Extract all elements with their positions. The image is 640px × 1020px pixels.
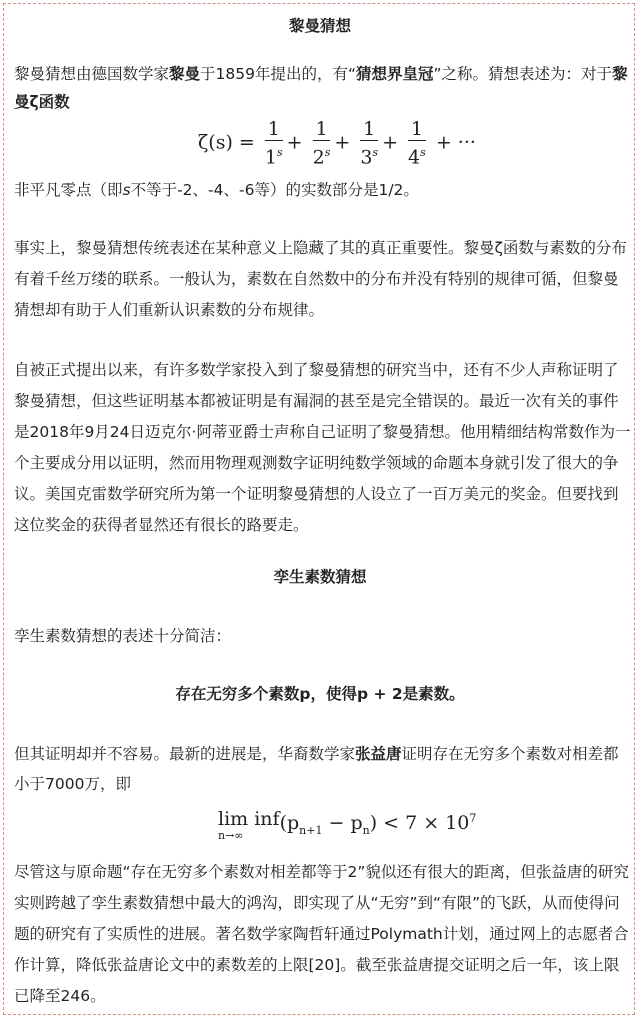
para3-line-5: 议。美国克雷数学研究所为第一个证明黎曼猜想的人设立了一百万美元的奖金。但要找到 xyxy=(14,485,619,503)
formula-tail: + ··· xyxy=(435,131,476,154)
para3-line-2: 黎曼猜想，但这些证明基本都被证明是有漏洞的甚至是完全错误的。最近一次有关的事件 xyxy=(14,392,619,410)
term-3-den: 3 xyxy=(360,146,373,169)
para3-line-6: 这位奖金的获得者显然还有很长的路要走。 xyxy=(14,516,309,534)
sub-n1: n+1 xyxy=(299,824,323,838)
progress-line-2: 小于7000万，即 xyxy=(14,775,131,793)
sub-n: n xyxy=(362,824,370,838)
para3-line-4: 个主要成分用以证明，然而用物理观测数字证明纯数学领域的命题本身就引发了很大的争 xyxy=(14,454,619,472)
zeros-s: s xyxy=(122,181,131,199)
riemann-name-bold: 黎曼 xyxy=(169,65,201,83)
zeta-formula: ζ(s) = $\frac{1}{1^s}$ + $\frac{1}{2^s}$ + $\frac{1}{3^s}$ + $\frac{1}{4^s}$ + ··· xyxy=(198,118,476,169)
limit-body xyxy=(279,812,477,838)
para2-line-3: 猜想却有助于人们重新认识素数的分布规律。 xyxy=(14,301,325,319)
zhang-name-bold: 张益唐 xyxy=(355,745,402,763)
lim-inf-text: lim inf xyxy=(218,808,280,830)
term-1-num: 1 xyxy=(265,118,283,141)
intro-text-2: 于1859年提出的，有“ xyxy=(200,65,357,83)
zeta-prefix-bold: 黎 xyxy=(612,65,628,83)
body-a: (p xyxy=(279,812,300,835)
final-line-5: 已降至246。 xyxy=(14,987,106,1005)
zeros-text-b: 不等于-2、-4、-6等）的实数部分是1/2。 xyxy=(130,181,419,199)
para3-line-3: 是2018年9月24日迈克尔·阿蒂亚爵士声称自己证明了黎曼猜想。他用精细结构常数作为一 xyxy=(14,423,631,441)
body-c: ) < 7 × 10 xyxy=(369,812,470,835)
section-heading-riemann: 黎曼猜想 xyxy=(288,17,351,35)
term-3-num: 1 xyxy=(360,118,378,141)
zeros-text-a: 非平凡零点（即 xyxy=(14,181,123,199)
lim-inf xyxy=(218,808,280,842)
term-2-den: 2 xyxy=(312,146,325,169)
term-4 xyxy=(408,118,426,169)
intro-text: 黎曼猜想由德国数学家 xyxy=(14,65,170,83)
term-2-exp: s xyxy=(324,146,331,159)
term-1 xyxy=(265,118,283,169)
para3-line-1: 自被正式提出以来，有许多数学家投入到了黎曼猜想的研究当中，还有不少人声称证明了 xyxy=(14,361,619,379)
zeta-function-bold: 曼ζ函数 xyxy=(14,93,70,111)
intro-text-3: ”之称。猜想表述为：对于 xyxy=(433,65,613,83)
term-3-exp: s xyxy=(372,146,379,159)
riemann-intro-line1 xyxy=(14,62,628,84)
term-3 xyxy=(360,118,378,169)
section-heading-twin-prime: 孪生素数猜想 xyxy=(273,568,367,586)
exp-7: 7 xyxy=(469,812,477,825)
final-line-3: 题的研究有了实质性的进展。著名数学家陶哲轩通过Polymath计划，通过网上的志愿者合 xyxy=(14,925,629,943)
riemann-intro-line2 xyxy=(14,90,70,112)
term-1-den: 1 xyxy=(264,146,277,169)
final-line-2: 实则跨越了孪生素数猜想中最大的鸿沟，即实现了从“无穷”到“有限”的飞跃，从而使得问 xyxy=(14,894,620,912)
term-4-exp: s xyxy=(420,146,426,159)
term-2 xyxy=(313,118,331,169)
progress-text-a: 但其证明却并不容易。最新的进展是，华裔数学家 xyxy=(14,745,356,763)
para2-line-1: 事实上，黎曼猜想传统表述在某种意义上隐藏了其的真正重要性。黎曼ζ函数与素数的分布 xyxy=(14,239,627,257)
lim-sub: n→∞ xyxy=(218,829,244,842)
body-b: − p xyxy=(322,812,363,835)
progress-line-1 xyxy=(14,742,619,764)
final-line-1: 尽管这与原命题“存在无穷多个素数对相差都等于2”貌似还有很大的距离，但张益唐的研究 xyxy=(14,863,629,881)
term-4-num: 1 xyxy=(408,118,426,141)
twin-prime-statement: 存在无穷多个素数p，使得p + 2是素数。 xyxy=(175,685,465,703)
zeros-line xyxy=(14,178,419,200)
formula-lhs: ζ(s) = xyxy=(198,131,255,154)
limit-formula xyxy=(218,808,476,842)
term-1-exp: s xyxy=(276,146,283,159)
crown-bold: 猜想界皇冠 xyxy=(356,65,434,83)
para2-line-2: 有着千丝万缕的联系。一般认为，素数在自然数中的分布并没有特别的规律可循，但黎曼 xyxy=(14,270,619,288)
progress-text-c: 证明存在无穷多个素数对相差都 xyxy=(401,745,619,763)
term-2-num: 1 xyxy=(313,118,331,141)
twin-prime-intro: 孪生素数猜想的表述十分简洁： xyxy=(14,627,232,645)
final-line-4: 作计算，降低张益唐论文中的素数差的上限[20]。截至张益唐提交证明之后一年，该上限 xyxy=(14,956,620,974)
term-4-den: 4 xyxy=(408,146,421,169)
